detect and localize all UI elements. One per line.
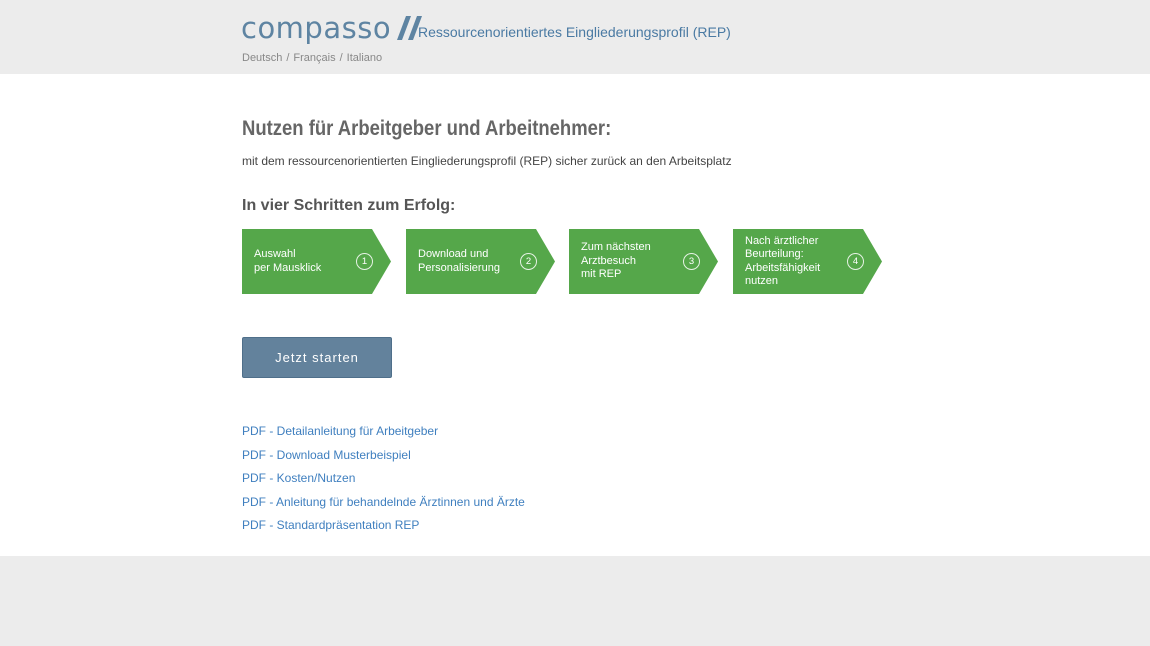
step-number-badge: 2 bbox=[520, 253, 537, 270]
step-number-badge: 1 bbox=[356, 253, 373, 270]
language-switcher bbox=[242, 52, 382, 64]
step-1 bbox=[242, 229, 391, 294]
step-4 bbox=[733, 229, 882, 294]
pdf-link-cost-benefit[interactable]: PDF - Kosten/Nutzen bbox=[242, 471, 356, 485]
page-title: Nutzen für Arbeitgeber und Arbeitnehmer: bbox=[242, 117, 612, 140]
step-label: Nach ärztlicher Beurteilung: Arbeitsfähigkeit nutzen bbox=[745, 234, 821, 287]
pdf-link-standard-presentation[interactable]: PDF - Standardpräsentation REP bbox=[242, 518, 420, 532]
language-separator: / bbox=[286, 52, 290, 64]
step-label: Auswahl per Mausklick bbox=[254, 248, 322, 274]
pdf-link-sample-download[interactable]: PDF - Download Musterbeispiel bbox=[242, 447, 411, 462]
step-3 bbox=[569, 229, 718, 294]
main-content bbox=[0, 74, 1150, 556]
language-separator: / bbox=[339, 52, 343, 64]
language-link-fr[interactable]: Français bbox=[293, 52, 336, 64]
pdf-links-list bbox=[242, 423, 525, 541]
language-link-it[interactable]: Italiano bbox=[346, 52, 383, 64]
step-number-badge: 4 bbox=[847, 253, 864, 270]
step-number-badge: 3 bbox=[683, 253, 700, 270]
steps-process bbox=[242, 229, 902, 294]
pdf-link-physician-guide[interactable]: PDF - Anleitung für behandelnde Ärztinnen und Ärzte bbox=[242, 494, 525, 509]
step-label: Download und Personalisierung bbox=[418, 248, 500, 274]
language-link-de[interactable]: Deutsch bbox=[242, 52, 283, 64]
intro-text: mit dem ressourcenorientierten Eingliederungsprofil (REP) sicher zurück an den Arbeitsplatz bbox=[242, 154, 732, 168]
site-tagline: Ressourcenorientiertes Eingliederungsprofil (REP) bbox=[418, 24, 731, 40]
page-header bbox=[0, 0, 1150, 74]
step-2 bbox=[406, 229, 555, 294]
steps-heading: In vier Schritten zum Erfolg: bbox=[242, 197, 456, 214]
logo-wordmark: compasso bbox=[241, 11, 392, 45]
page-footer bbox=[0, 556, 1150, 646]
start-now-button[interactable]: Jetzt starten bbox=[242, 337, 392, 378]
step-label: Zum nächsten Arztbesuch mit REP bbox=[581, 241, 651, 281]
compasso-logo[interactable] bbox=[241, 10, 423, 46]
pdf-link-employer-guide[interactable]: PDF - Detailanleitung für Arbeitgeber bbox=[242, 424, 439, 438]
